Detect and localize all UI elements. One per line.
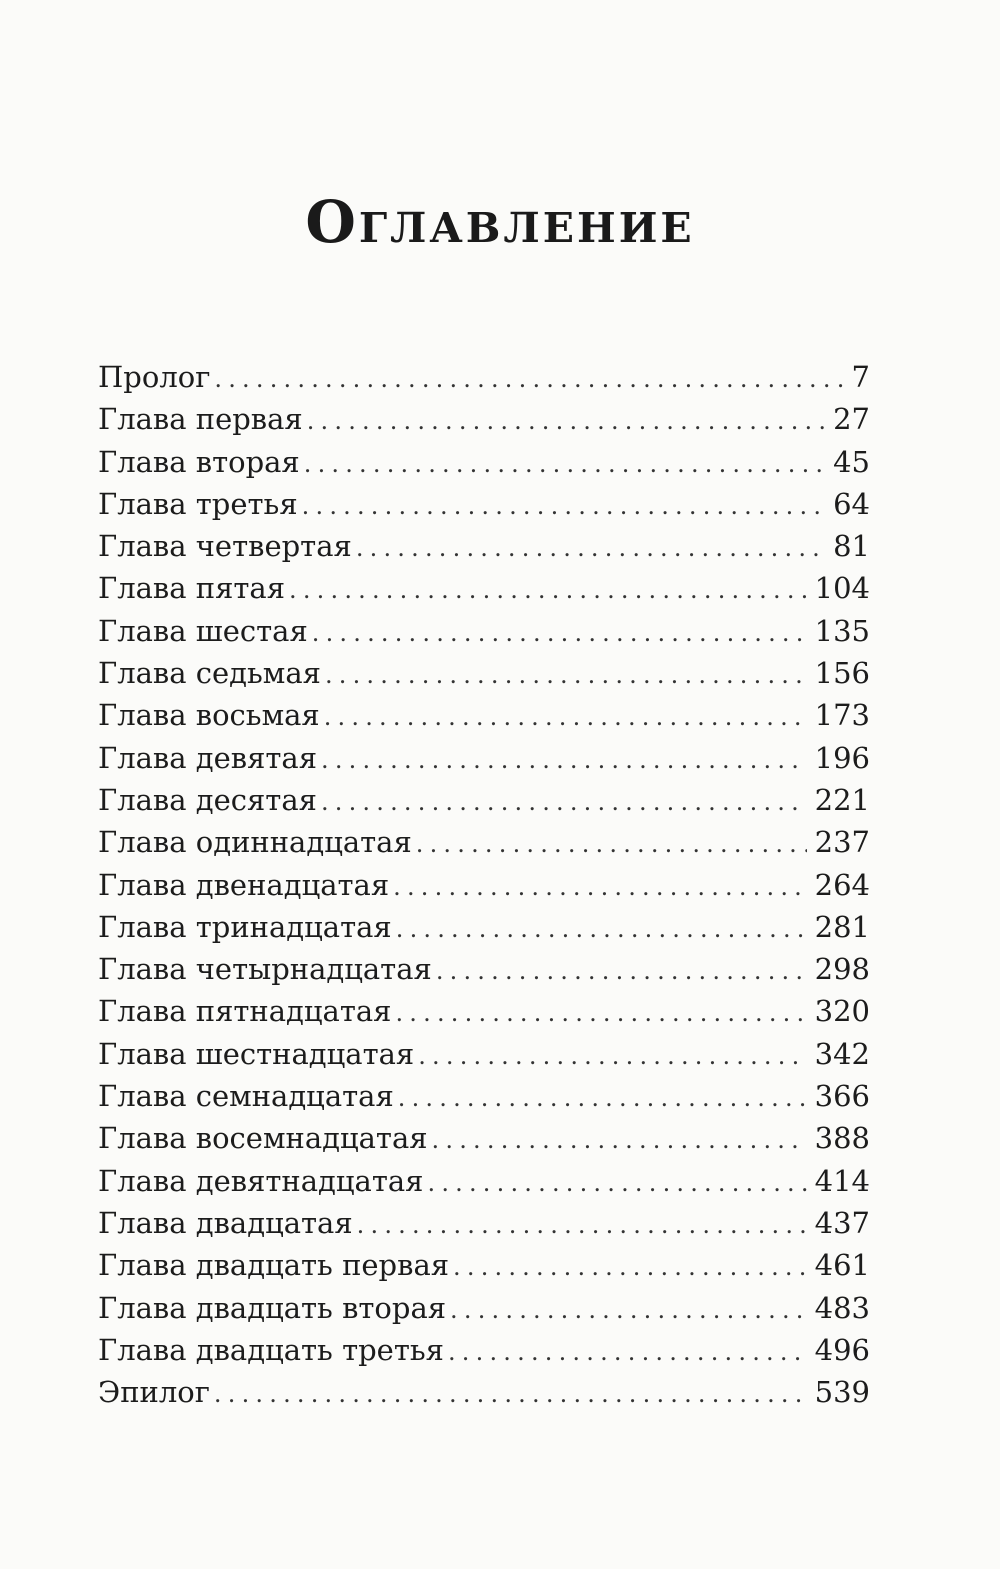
- dot-leader: [432, 1119, 807, 1161]
- dot-leader: [302, 485, 825, 527]
- toc-entry-page-number: 104: [814, 571, 870, 606]
- toc-entry-page-number: 320: [814, 994, 870, 1029]
- toc-entry-label: Глава шестая: [98, 613, 308, 648]
- dot-leader: [416, 823, 807, 865]
- toc-entry: [98, 398, 870, 440]
- toc-entry-page-number: 156: [814, 656, 870, 691]
- toc-entry-page-number: 81: [833, 529, 870, 564]
- toc-entry: [98, 779, 870, 821]
- toc-entry: [98, 1033, 870, 1075]
- toc-entry: [98, 1075, 870, 1117]
- dot-leader: [396, 908, 807, 950]
- dot-leader: [398, 1077, 807, 1119]
- toc-entry: [98, 610, 870, 652]
- dot-leader: [357, 1204, 807, 1246]
- toc-entry: [98, 1117, 870, 1159]
- toc-entry-label: Глава пятая: [98, 571, 285, 606]
- toc-entry-label: Глава пятнадцатая: [98, 994, 392, 1029]
- toc-entry-page-number: 388: [814, 1121, 870, 1156]
- dot-leader: [214, 358, 843, 400]
- toc-entry: [98, 1329, 870, 1371]
- toc-entry: [98, 1202, 870, 1244]
- toc-entry-page-number: 173: [814, 698, 870, 733]
- toc-entry-label: Глава двенадцатая: [98, 867, 390, 902]
- toc-entry-page-number: 196: [814, 740, 870, 775]
- toc-entry: [98, 567, 870, 609]
- toc-entry: [98, 525, 870, 567]
- toc-entry-page-number: 414: [814, 1163, 870, 1198]
- dot-leader: [324, 696, 807, 738]
- toc-entry-page-number: 366: [814, 1079, 870, 1114]
- toc-entry: [98, 864, 870, 906]
- toc-entry-page-number: 496: [814, 1332, 870, 1367]
- toc-entry-page-number: 135: [814, 613, 870, 648]
- toc-entry-label: Глава третья: [98, 486, 298, 521]
- toc-entry: [98, 737, 870, 779]
- toc-entry-label: Эпилог: [98, 1375, 210, 1410]
- dot-leader: [418, 1035, 806, 1077]
- dot-leader: [312, 612, 807, 654]
- toc-entry: [98, 483, 870, 525]
- dot-leader: [427, 1162, 806, 1204]
- toc-entry-label: Глава восьмая: [98, 698, 320, 733]
- toc-entry-label: Глава четырнадцатая: [98, 952, 432, 987]
- toc-entry: [98, 1287, 870, 1329]
- toc-entry-page-number: 483: [814, 1290, 870, 1325]
- toc-entry-page-number: 437: [814, 1205, 870, 1240]
- toc-entry-page-number: 45: [833, 444, 870, 479]
- dot-leader: [321, 781, 807, 823]
- dot-leader: [436, 950, 807, 992]
- toc-entry-label: Глава тринадцатая: [98, 909, 392, 944]
- dot-leader: [325, 654, 807, 696]
- toc-entry-label: Глава шестнадцатая: [98, 1036, 415, 1071]
- toc-entry-page-number: 298: [814, 952, 870, 987]
- toc-entry-label: Пролог: [98, 360, 211, 394]
- toc-entry: [98, 694, 870, 736]
- toc-entry-label: Глава первая: [98, 402, 303, 437]
- toc-entry: [98, 1160, 870, 1202]
- toc-entry-page-number: 237: [814, 825, 870, 860]
- dot-leader: [450, 1289, 807, 1331]
- toc-entry-label: Глава десятая: [98, 782, 317, 817]
- toc-entry: [98, 1244, 870, 1286]
- toc-entry-label: Глава одиннадцатая: [98, 825, 412, 860]
- dot-leader: [304, 443, 825, 485]
- dot-leader: [307, 400, 825, 442]
- dot-leader: [453, 1246, 807, 1288]
- dot-leader: [448, 1331, 807, 1373]
- toc-entry-page-number: 221: [814, 782, 870, 817]
- dot-leader: [356, 527, 825, 569]
- table-of-contents: [98, 356, 870, 1413]
- toc-entry-page-number: 64: [833, 486, 870, 521]
- toc-entry: [98, 441, 870, 483]
- toc-entry: [98, 948, 870, 990]
- toc-entry-label: Глава восемнадцатая: [98, 1121, 428, 1156]
- dot-leader: [214, 1373, 807, 1415]
- toc-entry-page-number: 281: [814, 909, 870, 944]
- toc-entry-page-number: 539: [814, 1375, 870, 1410]
- dot-leader: [395, 992, 806, 1034]
- toc-entry-label: Глава двадцать третья: [98, 1332, 444, 1367]
- toc-entry-label: Глава двадцатая: [98, 1205, 353, 1240]
- toc-entry: [98, 990, 870, 1032]
- toc-entry: [98, 652, 870, 694]
- toc-entry: [98, 906, 870, 948]
- toc-entry-page-number: 461: [814, 1248, 870, 1283]
- toc-entry-label: Глава семнадцатая: [98, 1079, 394, 1114]
- toc-entry-page-number: 264: [814, 867, 870, 902]
- toc-entry-label: Глава двадцать первая: [98, 1248, 450, 1283]
- dot-leader: [393, 866, 807, 908]
- toc-entry-label: Глава девятнадцатая: [98, 1163, 424, 1198]
- toc-entry: [98, 1371, 870, 1413]
- toc-entry-label: Глава четвертая: [98, 529, 352, 564]
- dot-leader: [321, 739, 807, 781]
- toc-entry-page-number: 7: [851, 360, 870, 394]
- toc-entry-page-number: 27: [833, 402, 870, 437]
- toc-entry: [98, 356, 870, 398]
- toc-entry-page-number: 342: [814, 1036, 870, 1071]
- toc-entry-label: Глава девятая: [98, 740, 318, 775]
- toc-entry: [98, 821, 870, 863]
- dot-leader: [289, 569, 807, 611]
- toc-entry-label: Глава седьмая: [98, 656, 321, 691]
- toc-entry-label: Глава двадцать вторая: [98, 1290, 447, 1325]
- toc-entry-label: Глава вторая: [98, 444, 300, 479]
- page-title: Оглавление: [305, 188, 695, 256]
